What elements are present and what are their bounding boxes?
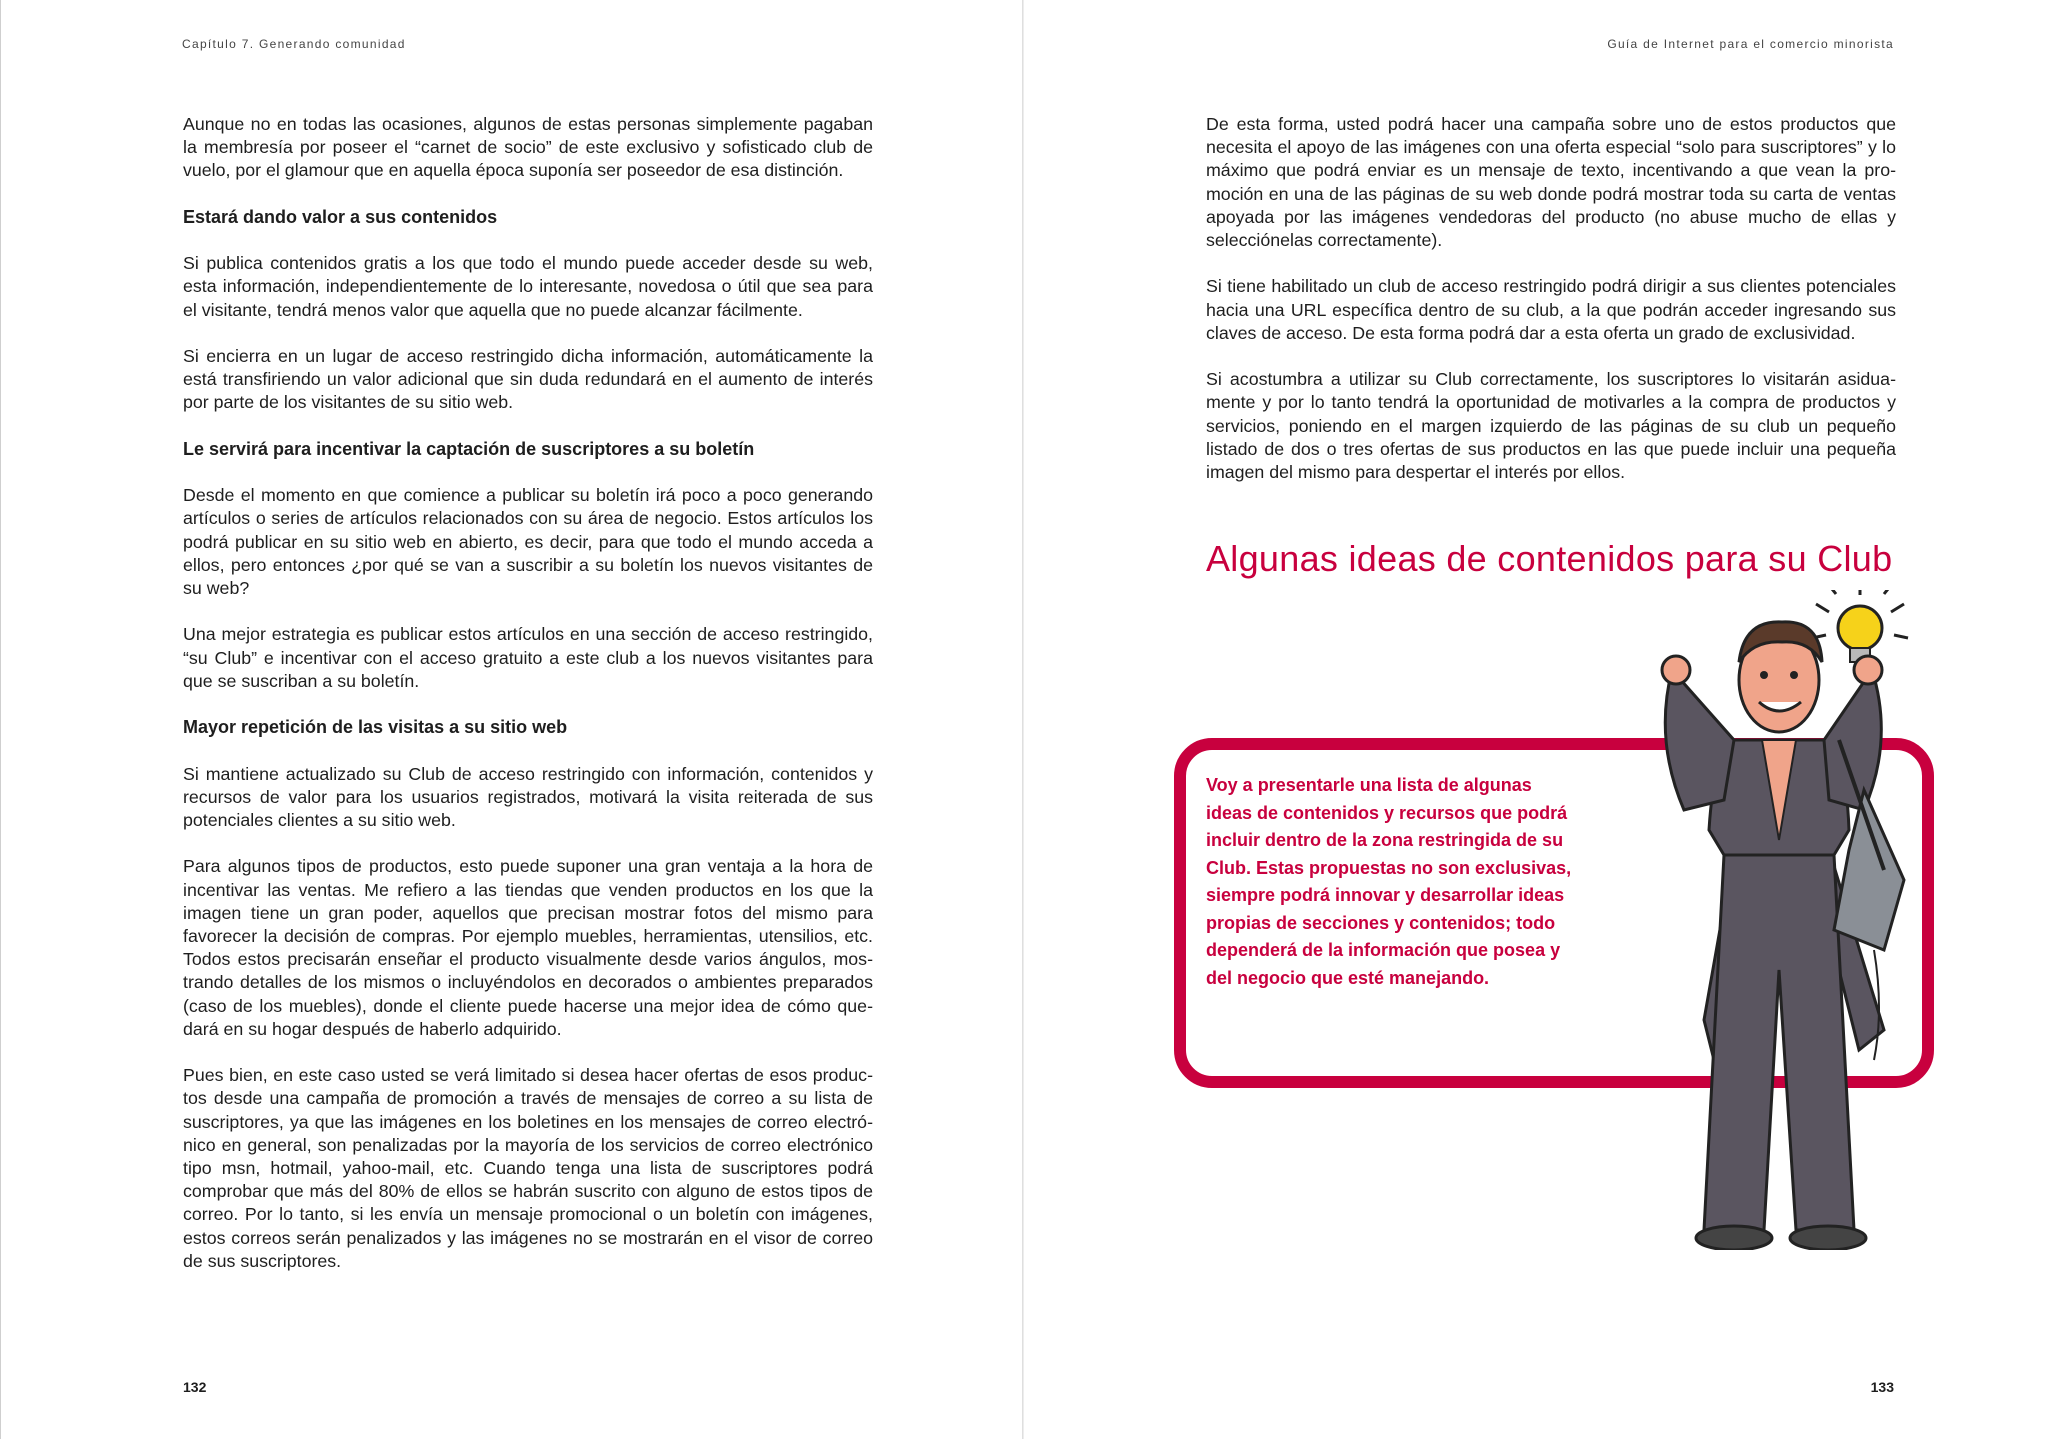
paragraph: Desde el momento en que comience a publicar su boletín irá poco a poco generando artículos o series de artículos relacionados con su área de negocio. Estos artículos los podrá publicar en su sitio web en abierto, es decir, para que todo el mundo acceda a ellos, pero entonces ¿por qué se van a suscribir a su boletín los nuevos visitantes de su web? [183, 485, 873, 598]
right-page [1024, 0, 2048, 1439]
right-text-column [1206, 113, 1896, 507]
paragraph: Una mejor estrategia es publicar estos artículos en una sección de acceso restringido, “su Club” e incentivar con el acceso gratuito a este club a los nuevos visitantes para que se suscriban a su boletín. [183, 624, 873, 691]
paragraph: Pues bien, en este caso usted se verá limitado si desea hacer ofertas de esos productos desde una campaña de promoción a través de mensajes de correo a su lista de suscriptores, ya que las imágenes en los boletines en los mensajes de correo electrónico en general, son penalizadas por la mayoría de los servicios de correo electrónico tipo msn, hotmail, yahoo-mail, etc. Cuando tenga una lista de suscriptores podrá comprobar que más del 80% de ellos se habrán suscrito con alguno de estos tipos de correo. Por lo tanto, si les envía un mensaje promocional o un boletín con imágenes, estos correos serán penalizados y las imágenes no se mostrarán en el visor de correo de sus suscriptores. [183, 1065, 873, 1271]
running-head-left: Capítulo 7. Generando comunidad [182, 37, 406, 51]
paragraph: Para algunos tipos de productos, esto puede suponer una gran ventaja a la hora de incentivar las ventas. Me refiero a las tiendas que venden productos en los que la imagen tiene un gran poder, aquellos que precisan mostrar fotos del mismo para favorecer la decisión de compras. Por ejemplo muebles, herramientas, utensilios, etc. Todos estos precisarán enseñar el producto visualmente desde varios ángulos, mostrando detalles de los mismos o incluyéndolos en decorados o ambientes preparados (caso de los muebles), donde el cliente puede hacerse una mejor idea de cómo quedará en su hogar después de haberlo adquirido. [183, 856, 873, 1039]
paragraph: Si encierra en un lugar de acceso restringido dicha información, automáticamente la está transfiriendo un valor adicional que sin duda redundará en el aumento de interés por parte de los visitantes de su sitio web. [183, 345, 873, 413]
section-title: Algunas ideas de contenidos para su Club [1206, 538, 1893, 579]
paragraph: Si tiene habilitado un club de acceso restringido podrá dirigir a sus clientes potenciales hacia una URL específica dentro de su club, a la que podrán acceder ingresando sus claves de acceso. De esta forma podrá dar a esta oferta un grado de exclusividad. [1206, 276, 1896, 343]
paragraph: Aunque no en todas las ocasiones, algunos de estas personas simplemente pagaban la membresía por poseer el “carnet de socio” de este exclusivo y sofisticado club de vuelo, por el glamour que en aquella época suponía ser poseedor de esa distinción. [183, 114, 873, 181]
businessman-lightbulb-illustration [1584, 590, 2024, 1250]
subheading: Estará dando valor a sus contenidos [183, 206, 498, 227]
lightbulb-icon [1812, 590, 1908, 662]
paragraph: Si publica contenidos gratis a los que todo el mundo puede acceder desde su web, esta información, independientemente de lo interesante, novedosa o útil que sea para el visitante, tendrá menos valor que aquella que no puede alcanzar fácilmente. [183, 253, 873, 320]
page-number-right: 133 [1870, 1379, 1894, 1395]
callout-text: Voy a presentarle una lista de algunas ideas de contenidos y recursos que podrá incluir dentro de la zona restringida de su Club. Estas propuestas no son exclusivas, siempre podrá innovar y desarrollar ideas propias de secciones y contenidos; todo dependerá de la información que posea y del negocio que esté manejando. [1206, 775, 1572, 988]
subheading: Mayor repetición de las visitas a su sitio web [183, 717, 568, 738]
paragraph: Si acostumbra a utilizar su Club correctamente, los suscriptores lo visitarán asiduamente y por lo tanto tendrá la oportunidad de motivarles a la compra de productos y servicios, poniendo en el margen izquierdo de las páginas de su club un pequeño listado de dos o tres ofertas de sus productos en las que puede incluir una pequeña imagen del mismo para despertar el interés por ellos. [1206, 369, 1896, 483]
left-page [0, 0, 1023, 1439]
man-figure [1662, 622, 1904, 1250]
running-head-right: Guía de Internet para el comercio minorista [1607, 37, 1894, 51]
paragraph: Si mantiene actualizado su Club de acceso restringido con información, contenidos y recursos de valor para los usuarios registrados, motivará la visita reiterada de sus potenciales clientes a su sitio web. [183, 763, 873, 830]
left-text-column [183, 113, 873, 1296]
page-number-left: 132 [183, 1379, 207, 1395]
subheading: Le servirá para incentivar la captación de suscriptores a su boletín [183, 438, 755, 459]
paragraph: De esta forma, usted podrá hacer una campaña sobre uno de estos productos que necesita el apoyo de las imágenes con una oferta especial “solo para suscriptores” y lo máximo que podrá enviar es un mensaje de texto, incentivando a que vean la promoción en una de las páginas de su web donde podrá mostrar toda su carta de ventas apoyada por las imágenes vendedoras del producto (no abuse mucho de ellas y selecciónelas correctamente). [1206, 114, 1896, 251]
